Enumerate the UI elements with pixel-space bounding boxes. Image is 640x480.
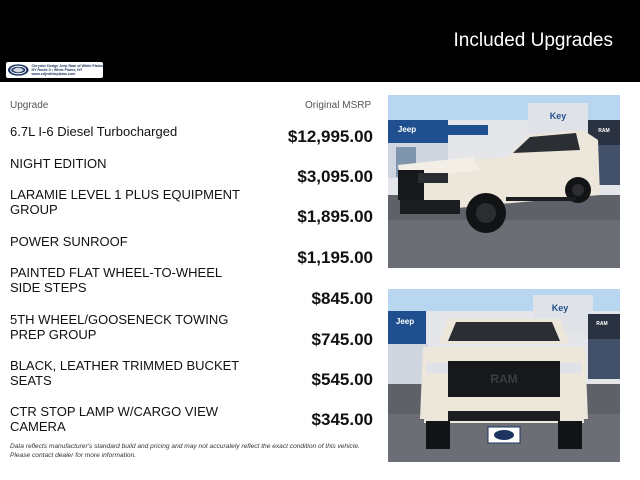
dealer-logo-line: NY Route 9 • White Plains, NY — [31, 68, 83, 72]
upgrade-name: BLACK, LEATHER TRIMMED BUCKET SEATS — [10, 358, 239, 388]
column-header-upgrade: Upgrade — [10, 100, 49, 111]
key-sign: Key — [549, 111, 567, 121]
upgrade-price: $3,095.00 — [297, 167, 373, 186]
upgrade-name: 5TH WHEEL/GOOSENECK TOWING PREP GROUP — [10, 312, 229, 342]
header-bar — [0, 0, 640, 82]
ram-sign: RAM — [596, 321, 608, 327]
upgrade-price: $12,995.00 — [287, 127, 373, 146]
dealer-logo[interactable] — [6, 62, 103, 78]
upgrade-price: $845.00 — [311, 289, 373, 308]
truck-photo-side[interactable] — [388, 95, 620, 268]
truck-front-image — [388, 289, 620, 462]
upgrade-price: $345.00 — [311, 410, 373, 429]
dealer-logo-line: Chrysler Dodge Jeep Ram of White Plains — [31, 64, 103, 68]
truck-photo-front[interactable] — [388, 289, 620, 462]
upgrade-row — [10, 266, 373, 306]
upgrade-name: NIGHT EDITION — [10, 156, 107, 171]
upgrade-price: $1,895.00 — [297, 207, 373, 226]
jeep-sign: Jeep — [397, 125, 417, 134]
key-sign: Key — [551, 303, 569, 313]
upgrade-name: LARAMIE LEVEL 1 PLUS EQUIPMENT GROUP — [10, 187, 240, 217]
grille-ram-badge: RAM — [490, 372, 518, 386]
dealer-badge-icon — [7, 63, 30, 77]
page-title: Included Upgrades — [453, 30, 613, 51]
ram-sign: RAM — [598, 128, 610, 134]
upgrade-price: $545.00 — [311, 370, 373, 389]
upgrade-row — [10, 188, 373, 228]
column-header-msrp: Original MSRP — [305, 100, 372, 111]
jeep-sign: Jeep — [395, 317, 415, 326]
disclaimer-text: Data reflects manufacturer's standard build and pricing and may not accurately reflect the exact condition of this vehicle. Please contact dealer for more information. — [10, 443, 360, 459]
upgrade-price: $1,195.00 — [297, 248, 373, 267]
upgrade-name: POWER SUNROOF — [10, 234, 128, 249]
dealer-logo-text — [32, 64, 104, 76]
upgrade-name: 6.7L I-6 Diesel Turbocharged — [10, 124, 178, 139]
upgrade-price: $745.00 — [311, 330, 373, 349]
dealer-logo-line: www.cdjrwhiteplains.com — [31, 72, 76, 76]
upgrade-name: CTR STOP LAMP W/CARGO VIEW CAMERA — [10, 404, 219, 434]
upgrade-row — [10, 405, 373, 445]
truck-side-image — [388, 95, 620, 268]
upgrade-row — [10, 359, 373, 399]
upgrade-name: PAINTED FLAT WHEEL-TO-WHEEL SIDE STEPS — [10, 265, 222, 295]
upgrade-row — [10, 313, 373, 353]
